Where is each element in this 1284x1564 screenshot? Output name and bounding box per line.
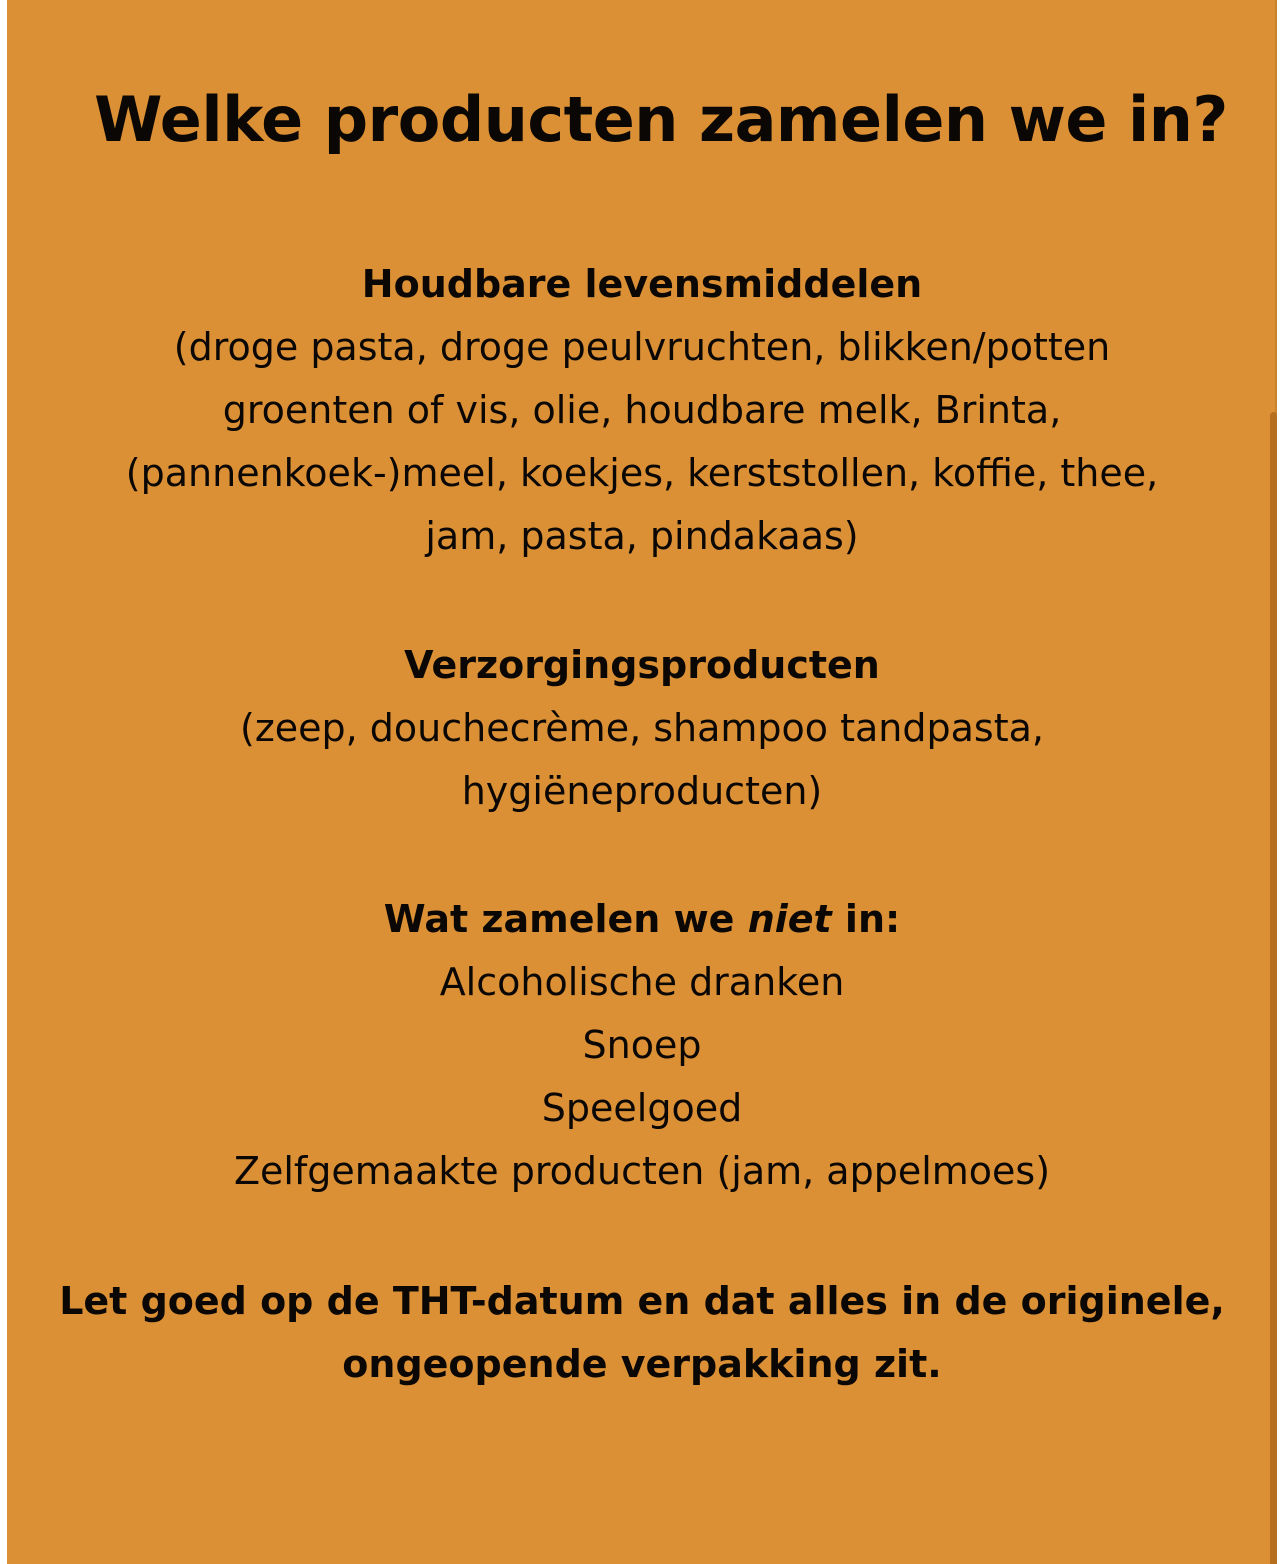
list-item: Alcoholische dranken bbox=[439, 960, 845, 1004]
heading-prefix: Wat zamelen we bbox=[383, 897, 748, 941]
section-line: groenten of vis, olie, houdbare melk, Brinta, bbox=[222, 388, 1062, 432]
list-item: Speelgoed bbox=[541, 1086, 743, 1130]
list-item: Snoep bbox=[582, 1023, 702, 1067]
section-houdbare-levensmiddelen bbox=[7, 252, 1277, 568]
page-title: Welke producten zamelen we in? bbox=[94, 83, 1228, 156]
scrollbar[interactable] bbox=[1270, 412, 1277, 1564]
section-heading bbox=[7, 887, 1277, 951]
section-line: (droge pasta, droge peulvruchten, blikken/potten bbox=[173, 325, 1111, 369]
section-heading: Houdbare levensmiddelen bbox=[361, 262, 923, 306]
list-item: Zelfgemaakte producten (jam, appelmoes) bbox=[233, 1149, 1051, 1193]
section-heading: Verzorgingsproducten bbox=[404, 643, 880, 687]
heading-suffix: in: bbox=[831, 897, 901, 941]
section-line: hygiëneproducten) bbox=[461, 769, 823, 813]
section-line: (pannenkoek-)meel, koekjes, kerststollen, koffie, thee, bbox=[125, 451, 1159, 495]
section-verzorgingsproducten bbox=[7, 633, 1277, 823]
section-line: jam, pasta, pindakaas) bbox=[425, 514, 859, 558]
notice-line: Let goed op de THT-datum en dat alles in de originele, bbox=[59, 1279, 1225, 1323]
content-panel bbox=[7, 0, 1277, 1564]
section-notice bbox=[7, 1270, 1277, 1396]
section-line: (zeep, douchecrème, shampoo tandpasta, bbox=[240, 706, 1044, 750]
heading-emphasis: niet bbox=[747, 897, 832, 941]
section-niet-ingezameld bbox=[7, 887, 1277, 1203]
notice-line: ongeopende verpakking zit. bbox=[342, 1342, 942, 1386]
